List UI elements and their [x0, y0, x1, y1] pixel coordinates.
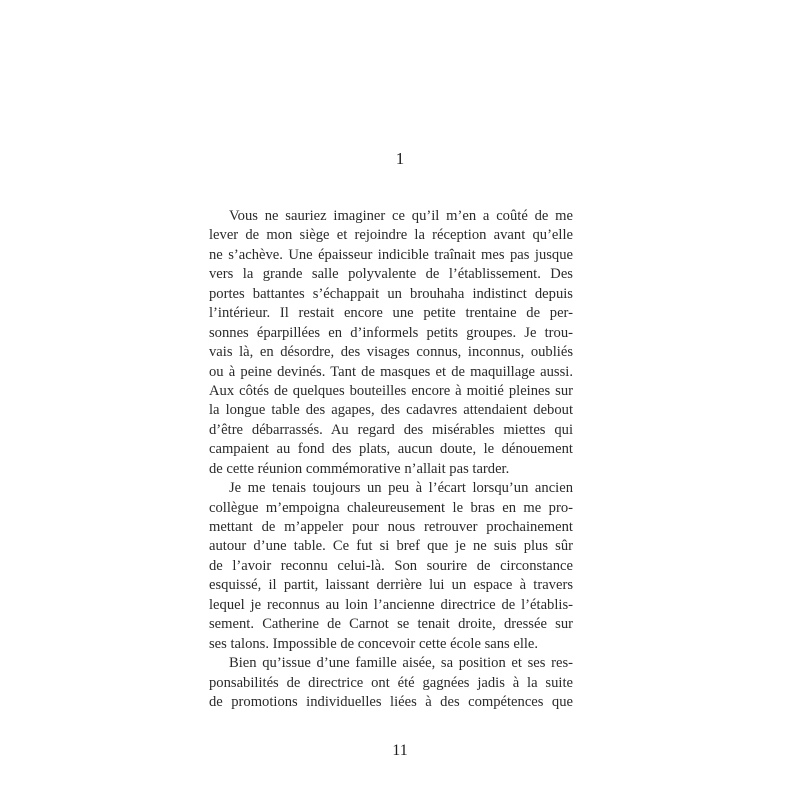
text-line: Bien qu’issue d’une famille aisée, sa position et ses res- — [229, 655, 573, 672]
text-line: collègue m’empoigna chaleureusement le bras en me pro- — [209, 499, 573, 516]
text-line: de l’avoir reconnu celui-là. Son sourire de circonstance — [209, 557, 573, 574]
text-line: ses talons. Impossible de concevoir cette école sans elle. — [209, 635, 539, 652]
text-line: esquissé, il partit, laissant derrière lui un espace à travers — [209, 577, 573, 594]
text-line: ou à peine devinés. Tant de masques et de maquillage aussi. — [209, 363, 573, 380]
text-line: sement. Catherine de Carnot se tenait droite, dressée sur — [209, 616, 573, 633]
body-text — [209, 207, 573, 712]
text-line: vais là, en désordre, des visages connus, inconnus, oubliés — [209, 344, 573, 361]
text-line: de promotions individuelles liées à des compétences que — [209, 693, 573, 710]
text-line: vers la grande salle polyvalente de l’établissement. Des — [209, 266, 573, 283]
paragraph-2 — [209, 479, 573, 654]
paragraph-3 — [209, 654, 573, 712]
text-line: Aux côtés de quelques bouteilles encore à moitié pleines sur — [209, 382, 573, 399]
paragraph-1 — [209, 207, 573, 479]
text-line: Je me tenais toujours un peu à l’écart lorsqu’un ancien — [229, 480, 573, 497]
text-line: campaient au fond des plats, aucun doute, le dénouement — [209, 441, 573, 458]
text-line: d’être débarrassés. Au regard des misérables miettes qui — [209, 421, 573, 438]
text-line: lever de mon siège et rejoindre la réception avant qu’elle — [209, 227, 573, 244]
text-line: ponsabilités de directrice ont été gagnées jadis à la suite — [209, 674, 573, 691]
text-line: Vous ne sauriez imaginer ce qu’il m’en a coûté de me — [229, 208, 573, 224]
page-number: 11 — [392, 742, 408, 759]
text-line: mettant de m’appeler pour nous retrouver prochainement — [209, 519, 573, 535]
text-line: la longue table des agapes, des cadavres attendaient debout — [209, 402, 573, 419]
text-line: de cette réunion commémorative n’allait pas tarder. — [209, 460, 510, 477]
text-line: lequel je reconnus au loin l’ancienne directrice de l’établis- — [209, 596, 573, 613]
text-line: portes battantes s’échappait un brouhaha indistinct depuis — [209, 285, 573, 302]
text-line: sonnes éparpillées en d’informels petits groupes. Je trou- — [209, 324, 573, 341]
text-line: autour d’une table. Ce fut si bref que je ne suis plus sûr — [209, 538, 573, 555]
text-line: l’intérieur. Il restait encore une petite trentaine de per- — [209, 305, 573, 322]
text-line: ne s’achève. Une épaisseur indicible traînait mes pas jusque — [209, 246, 573, 263]
chapter-number: 1 — [395, 149, 405, 168]
